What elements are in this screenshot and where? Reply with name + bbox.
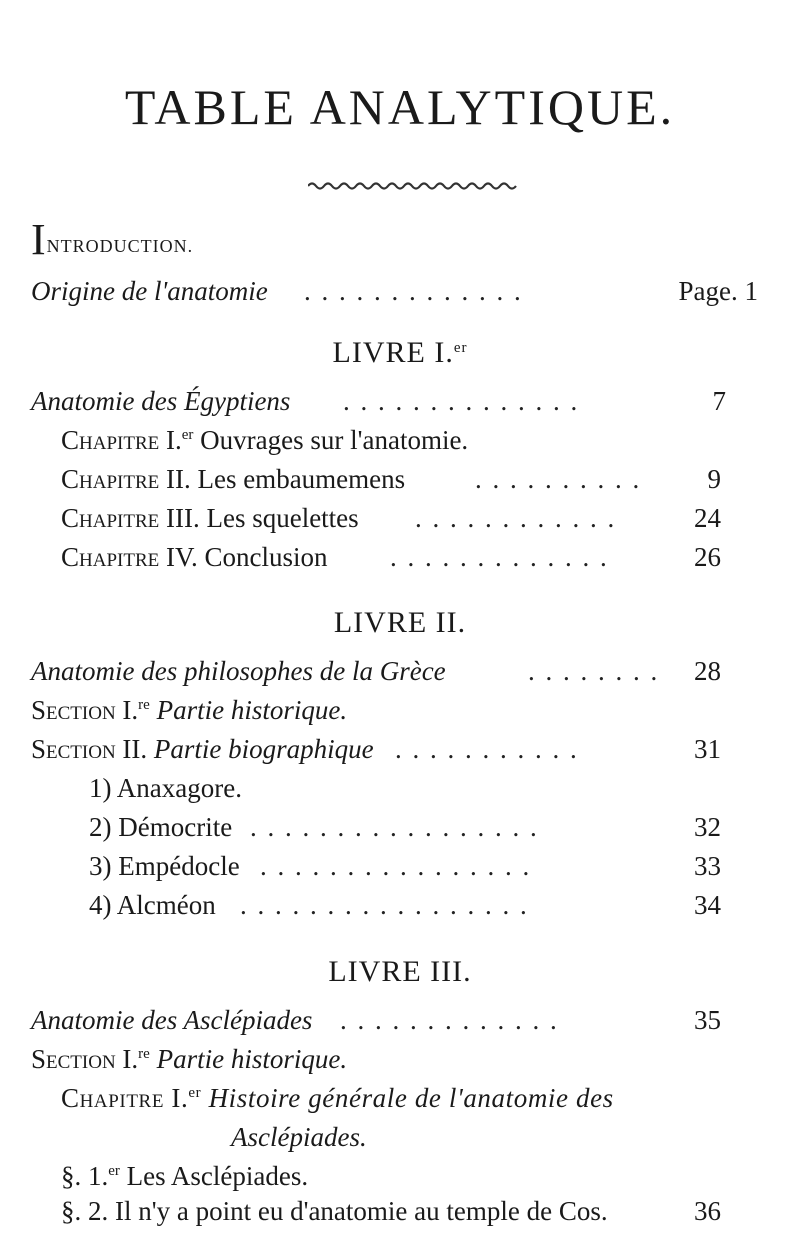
entry-text: Section II. Partie biographique bbox=[31, 734, 374, 764]
toc-entry bbox=[0, 464, 800, 504]
page-number: 32 bbox=[694, 812, 721, 842]
entry-text: 2) Démocrite bbox=[89, 812, 233, 842]
page-number: 7 bbox=[712, 386, 726, 416]
entry-text: §. 2. Il n'y a point eu d'anatomie au temple de Cos. bbox=[61, 1196, 608, 1226]
entry-text: Chapitre II. Les embaumemens bbox=[61, 464, 406, 494]
leader-dots: . . . . . . . . . . . . . bbox=[340, 1005, 559, 1035]
entry-text: 4) Alcméon bbox=[89, 890, 216, 920]
entry-text: Anatomie des Asclépiades bbox=[31, 1005, 313, 1035]
leader-dots: . . . . . . . . bbox=[528, 656, 660, 686]
entry-text: Chapitre IV. Conclusion bbox=[61, 542, 328, 572]
leader-dots: . . . . . . . . . . . . . . bbox=[343, 386, 580, 416]
page-number: 31 bbox=[694, 734, 721, 764]
entry-text: Chapitre I.$^{er}$ Histoire générale de l'anatomie des bbox=[61, 1083, 614, 1113]
entry-text: 1) Anaxagore. bbox=[89, 773, 242, 803]
entry-text: Asclépiades. bbox=[231, 1122, 367, 1152]
ornament-divider bbox=[308, 180, 520, 192]
page-number: 35 bbox=[694, 1005, 721, 1035]
toc-entry bbox=[0, 1196, 800, 1236]
page-number: 9 bbox=[707, 464, 721, 494]
leader-dots: . . . . . . . . . . . . . . . . . bbox=[250, 812, 539, 842]
toc-entry bbox=[0, 425, 800, 465]
leader-dots: . . . . . . . . . . . . bbox=[415, 503, 617, 533]
toc-entry bbox=[0, 1005, 800, 1045]
leader-dots: . . . . . . . . . . . . . . . . bbox=[260, 851, 532, 881]
leader-dots: . . . . . . . . . . . . . . . . . bbox=[240, 890, 529, 920]
entry-text: Section I.$^{re}$ Partie historique. bbox=[31, 1044, 348, 1074]
entry-text: Chapitre III. Les squelettes bbox=[61, 503, 359, 533]
leader-dots: . . . . . . . . . . . . . bbox=[390, 542, 609, 572]
livre-1-heading: LIVRE I.$^{er}$ bbox=[332, 336, 468, 369]
entry-text: Section I.$^{re}$ Partie historique. bbox=[31, 695, 348, 725]
entry-text: Origine de l'anatomie bbox=[31, 276, 268, 306]
toc-entry bbox=[0, 812, 800, 852]
entry-text: §. 1.$^{er}$ Les Asclépiades. bbox=[61, 1161, 309, 1191]
toc-entry bbox=[0, 851, 800, 891]
page-number: 33 bbox=[694, 851, 721, 881]
intro-rest: NTRODUCTION. bbox=[46, 236, 194, 256]
entry-text: 3) Empédocle bbox=[89, 851, 240, 881]
toc-entry bbox=[0, 503, 800, 543]
leader-dots: . . . . . . . . . . . . . bbox=[304, 276, 523, 306]
livre-2-heading: LIVRE II. bbox=[333, 606, 467, 639]
page-number: 28 bbox=[694, 656, 721, 686]
toc-entry bbox=[0, 890, 800, 930]
toc-entry bbox=[0, 734, 800, 774]
intro-initial: I bbox=[31, 215, 47, 264]
leader-dots: . . . . . . . . . . . bbox=[395, 734, 579, 764]
toc-entry bbox=[0, 1044, 800, 1084]
page-number: 34 bbox=[694, 890, 721, 920]
page-number: 24 bbox=[694, 503, 721, 533]
page-number: 36 bbox=[694, 1196, 721, 1226]
toc-entry bbox=[0, 386, 800, 426]
toc-entry bbox=[0, 695, 800, 735]
introduction-heading bbox=[31, 215, 194, 264]
leader-dots: . . . . . . . . . . bbox=[475, 464, 642, 494]
toc-entry bbox=[0, 773, 800, 813]
entry-text: Anatomie des Égyptiens bbox=[31, 386, 291, 416]
toc-entry bbox=[0, 1122, 800, 1162]
toc-entry bbox=[0, 1083, 800, 1123]
toc-entry bbox=[0, 1161, 800, 1201]
page-number: Page. 1 bbox=[678, 276, 758, 306]
toc-entry-origine bbox=[0, 276, 800, 316]
page-number: 26 bbox=[694, 542, 721, 572]
page-title: TABLE ANALYTIQUE. bbox=[124, 79, 676, 135]
livre-3-heading: LIVRE III. bbox=[328, 955, 472, 988]
entry-text: Chapitre I.$^{er}$ Ouvrages sur l'anatomie. bbox=[61, 425, 469, 455]
entry-text: Anatomie des philosophes de la Grèce bbox=[31, 656, 446, 686]
toc-entry bbox=[0, 656, 800, 696]
toc-entry bbox=[0, 542, 800, 582]
